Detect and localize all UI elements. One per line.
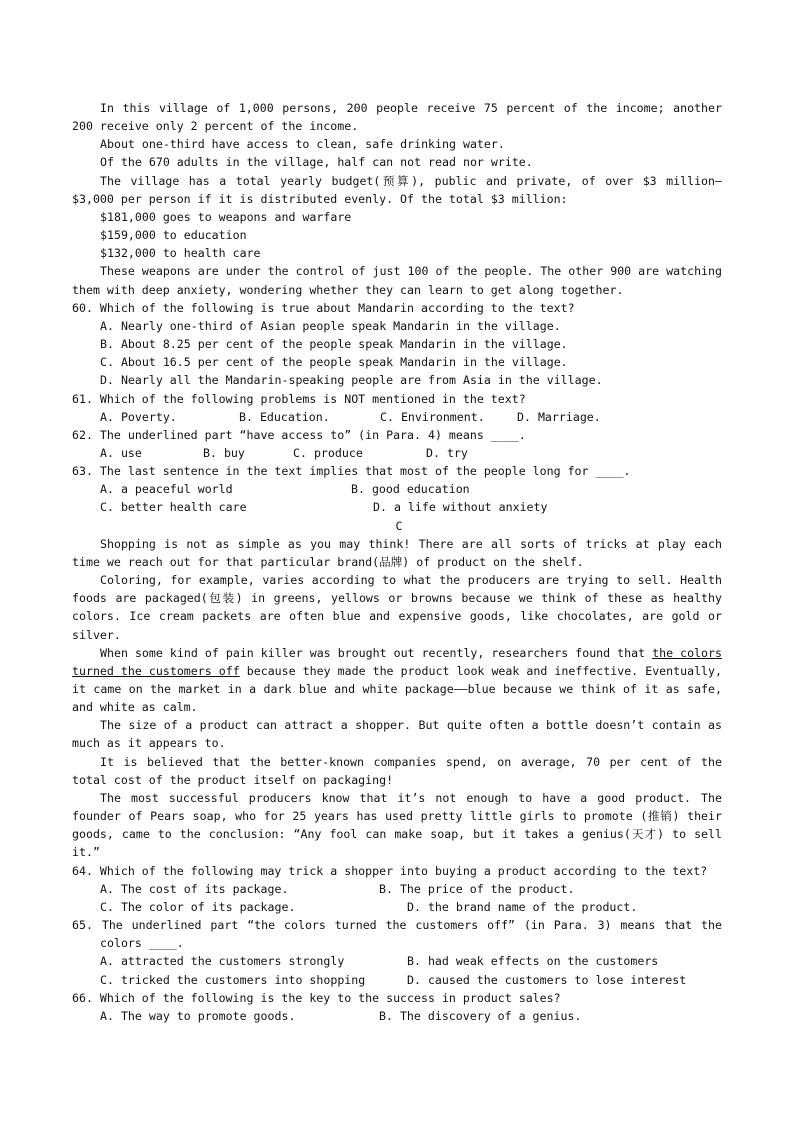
option-65-b: B. had weak effects on the customers [407, 954, 659, 969]
passage-b-paragraph: About one-third have access to clean, safe drinking water. [100, 137, 505, 152]
option-60-c: C. About 16.5 per cent of the people speak Mandarin in the village. [100, 355, 568, 370]
passage-b-paragraph: In this village of 1,000 persons, 200 people receive 75 percent of the income; another 200 receive only 2 percent of the income. [72, 101, 722, 134]
paragraph-text: because they made the product look weak and ineffective. Eventually, it came on the market in a dark blue and white package——blue because we think of it as safe, and white as calm. [72, 663, 722, 715]
option-63-b: B. good education [351, 482, 470, 497]
option-63-d: D. a life without anxiety [373, 500, 548, 515]
options-65-row-2 [72, 971, 722, 989]
question-63: 63. The last sentence in the text implies that most of the people long for ____. [72, 464, 631, 479]
option-65-c: C. tricked the customers into shopping [100, 972, 366, 987]
options-64-row-1 [72, 880, 722, 898]
option-61-d: D. Marriage. [517, 409, 601, 424]
section-c-heading: C [395, 518, 403, 533]
option-63-c: C. better health care [100, 500, 247, 515]
passage-b-paragraph: These weapons are under the control of just 100 of the people. The other 900 are watching them with deep anxiety, wondering whether they can learn to get along together. [72, 264, 722, 297]
options-62 [72, 444, 722, 462]
passage-c-paragraph: Coloring, for example, varies according to what the producers are trying to sell. Health foods are packaged(包装) in greens, yellows or browns because we think of these as healthy colors. Ice cream packets are often blue and expensive goods, like chocolates, are gold or silver. [72, 573, 722, 642]
option-60-d: D. Nearly all the Mandarin-speaking people are from Asia in the village. [100, 373, 603, 388]
option-60-a: A. Nearly one-third of Asian people speak Mandarin in the village. [100, 318, 561, 333]
options-61 [72, 408, 722, 426]
question-60: 60. Which of the following is true about Mandarin according to the text? [72, 300, 575, 315]
options-65-row-1 [72, 952, 722, 970]
option-61-c: C. Environment. [380, 409, 485, 424]
passage-c-paragraph [72, 644, 722, 717]
option-64-b: B. The price of the product. [379, 881, 575, 896]
passage-c-paragraph: Shopping is not as simple as you may think! There are all sorts of tricks at play each time we reach out for that particular brand(品牌) of product on the shelf. [72, 536, 722, 569]
option-63-a: A. a peaceful world [100, 482, 233, 497]
question-62: 62. The underlined part “have access to” (in Para. 4) means ____. [72, 427, 526, 442]
passage-c-paragraph: The size of a product can attract a shopper. But quite often a bottle doesn’t contain as much as it appears to. [72, 718, 722, 751]
options-63-row-2 [72, 498, 722, 516]
option-62-b: B. buy [203, 445, 245, 460]
option-64-d: D. the brand name of the product. [407, 899, 638, 914]
option-62-d: D. try [426, 445, 468, 460]
options-63-row-1 [72, 480, 722, 498]
passage-b-paragraph: Of the 670 adults in the village, half can not read nor write. [100, 155, 533, 170]
budget-item: $181,000 goes to weapons and warfare [100, 209, 352, 224]
passage-c-paragraph: The most successful producers know that it’s not enough to have a good product. The founder of Pears soap, who for 25 years has used pretty little girls to promote (推销) their goods, came to the conclusion: “Any fool can make soap, but it takes a genius(天才) to sell it.” [72, 790, 722, 860]
option-62-c: C. produce [293, 445, 363, 460]
options-64-row-2 [72, 898, 722, 916]
budget-item: $132,000 to health care [100, 246, 261, 261]
document-page [72, 99, 722, 1025]
question-64: 64. Which of the following may trick a shopper into buying a product according to the text? [72, 863, 708, 878]
option-64-c: C. The color of its package. [100, 899, 296, 914]
options-66-row-1 [72, 1007, 722, 1025]
question-66: 66. Which of the following is the key to the success in product sales? [72, 990, 561, 1005]
question-61: 61. Which of the following problems is NOT mentioned in the text? [72, 391, 526, 406]
passage-b-paragraph: The village has a total yearly budget(预算), public and private, of over $3 million—$3,000 per person if it is distributed evenly. Of the total $3 million: [72, 173, 722, 206]
option-61-b: B. Education. [239, 409, 330, 424]
budget-item: $159,000 to education [100, 228, 247, 243]
option-61-a: A. Poverty. [100, 409, 177, 424]
option-62-a: A. use [100, 445, 142, 460]
question-65: 65. The underlined part “the colors turned the customers off” (in Para. 3) means that the colors ____. [72, 918, 722, 951]
passage-c-paragraph: It is believed that the better-known companies spend, on average, 70 per cent of the total cost of the product itself on packaging! [72, 754, 722, 787]
paragraph-text: When some kind of pain killer was brought out recently, researchers found that [100, 645, 653, 660]
option-64-a: A. The cost of its package. [100, 881, 289, 896]
underlined-phrase: the colors turned the customers off [72, 645, 722, 678]
option-66-b: B. The discovery of a genius. [379, 1008, 582, 1023]
option-66-a: A. The way to promote goods. [100, 1008, 296, 1023]
option-65-a: A. attracted the customers strongly [100, 954, 345, 969]
option-60-b: B. About 8.25 per cent of the people speak Mandarin in the village. [100, 337, 568, 352]
option-65-d: D. caused the customers to lose interest [407, 972, 687, 987]
